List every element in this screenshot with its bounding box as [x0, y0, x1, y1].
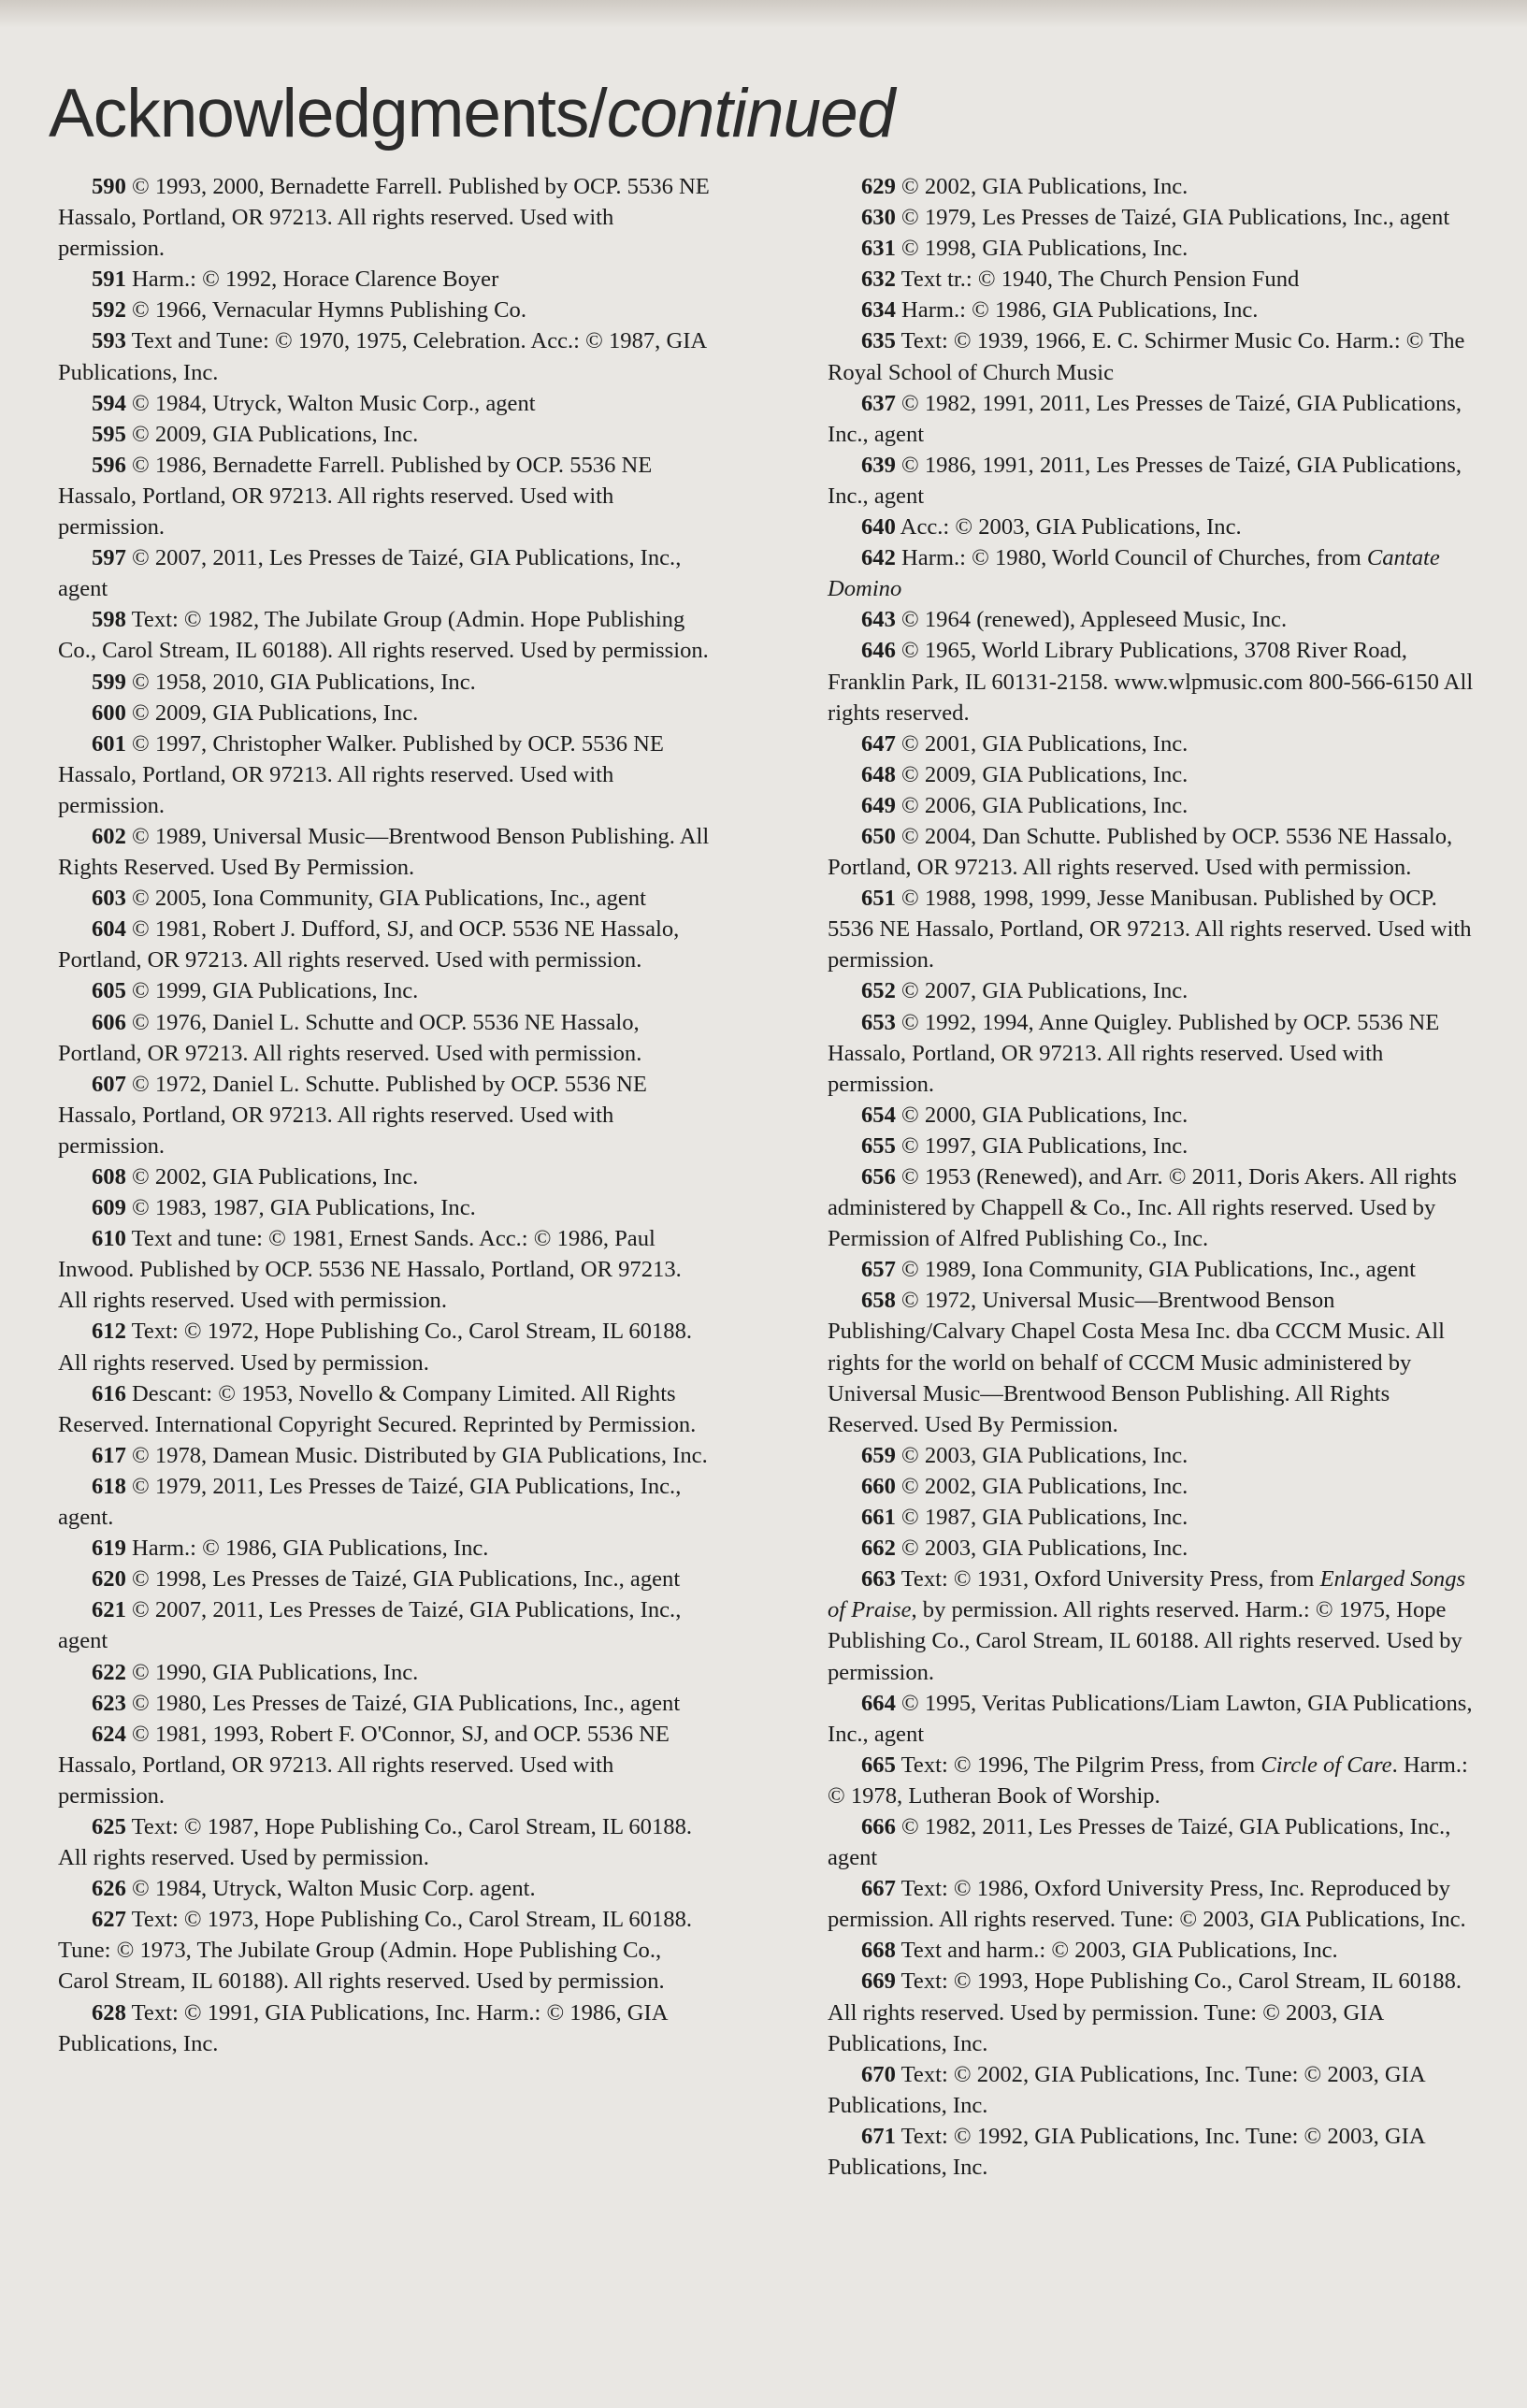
entry-text: © 2002, GIA Publications, Inc. [895, 174, 1188, 199]
entry-number: 643 [861, 607, 896, 633]
entry-text: Text and harm.: © 2003, GIA Publications, Inc. [895, 1938, 1338, 1964]
entry-text: © 1982, 1991, 2011, Les Presses de Taizé, GIA Publications, Inc., agent [828, 390, 1462, 447]
entry-text: © 1972, Daniel L. Schutte. Published by OCP. 5536 NE Hassalo, Portland, OR 97213. All rights reserved. Used with permission. [58, 1071, 647, 1159]
entry-text: © 1984, Utryck, Walton Music Corp., agent [125, 390, 536, 416]
acknowledgment-entry [58, 1533, 713, 1564]
acknowledgment-entry [58, 1192, 713, 1223]
entry-text: © 1964 (renewed), Appleseed Music, Inc. [895, 607, 1288, 633]
entry-text: © 1953 (Renewed), and Arr. © 2011, Doris Akers. All rights administered by Chappell & Co., Inc. All rights reserved. Used by Permission of Alfred Publishing Co., Inc. [828, 1164, 1457, 1252]
entry-number: 619 [92, 1536, 126, 1562]
acknowledgment-entry [828, 388, 1482, 450]
acknowledgment-entry [828, 512, 1482, 542]
acknowledgment-entry [58, 914, 713, 975]
entry-text: © 1965, World Library Publications, 3708 River Road, Franklin Park, IL 60131-2158. www.wlpmusic.com 800-566-6150 All rights reserved. [828, 638, 1474, 726]
entry-number: 610 [92, 1226, 126, 1252]
entry-text: © 2004, Dan Schutte. Published by OCP. 5536 NE Hassalo, Portland, OR 97213. All rights reserved. Used with permission. [828, 823, 1453, 881]
acknowledgment-entry [828, 2121, 1482, 2183]
entry-number: 637 [861, 390, 896, 416]
acknowledgment-entry [828, 1502, 1482, 1533]
entry-text: © 2003, GIA Publications, Inc. [895, 1442, 1188, 1468]
entry-number: 616 [92, 1380, 126, 1406]
entry-number: 590 [92, 174, 126, 199]
entry-text: © 1998, GIA Publications, Inc. [895, 236, 1188, 262]
acknowledgment-entry [828, 1966, 1482, 2058]
acknowledgment-entry [828, 325, 1482, 387]
entry-number: 602 [92, 823, 126, 849]
entry-number: 667 [861, 1876, 896, 1902]
entry-number: 658 [861, 1288, 896, 1314]
entry-text: Acc.: © 2003, GIA Publications, Inc. [895, 514, 1242, 541]
acknowledgment-entry [58, 1007, 713, 1069]
acknowledgment-entry [58, 1811, 713, 1873]
acknowledgment-entry [58, 388, 713, 419]
entry-number: 661 [861, 1505, 896, 1531]
entry-text: © 1987, GIA Publications, Inc. [895, 1505, 1188, 1531]
entry-text: © 2005, Iona Community, GIA Publications, Inc., agent [125, 886, 646, 912]
entry-number: 606 [92, 1009, 126, 1035]
page-title-main: Acknowledgments/ [49, 76, 607, 151]
acknowledgment-entry [58, 698, 713, 728]
entry-text: © 1988, 1998, 1999, Jesse Manibusan. Published by OCP. 5536 NE Hassalo, Portland, OR 97213. All rights reserved. Used with permission. [828, 886, 1472, 973]
acknowledgment-entry [58, 325, 713, 387]
entry-text: © 1966, Vernacular Hymns Publishing Co. [125, 297, 526, 324]
entry-text: © 1999, GIA Publications, Inc. [125, 978, 419, 1004]
entry-number: 623 [92, 1690, 126, 1716]
entry-text: © 1982, 2011, Les Presses de Taizé, GIA Publications, Inc., agent [828, 1813, 1451, 1871]
entry-number: 604 [92, 916, 126, 943]
entry-text: Text: © 1939, 1966, E. C. Schirmer Music Co. Harm.: © The Royal School of Church Music [828, 328, 1465, 385]
entry-number: 597 [92, 545, 126, 571]
acknowledgment-entry [828, 790, 1482, 821]
entry-number: 662 [861, 1536, 896, 1562]
entry-number: 659 [861, 1442, 896, 1468]
acknowledgment-entry [828, 975, 1482, 1006]
acknowledgment-entry [828, 1285, 1482, 1439]
entry-number: 608 [92, 1164, 126, 1190]
entry-text: © 1998, Les Presses de Taizé, GIA Publications, Inc., agent [125, 1566, 681, 1593]
entry-text: © 2009, GIA Publications, Inc. [125, 699, 419, 726]
acknowledgment-entry [58, 1564, 713, 1594]
acknowledgment-entry [828, 171, 1482, 202]
acknowledgment-entry [58, 1223, 713, 1316]
entry-number: 651 [861, 886, 896, 912]
entry-text: © 2002, GIA Publications, Inc. [895, 1473, 1188, 1499]
entry-number: 607 [92, 1071, 126, 1097]
entry-text: © 1979, 2011, Les Presses de Taizé, GIA Publications, Inc., agent. [58, 1473, 682, 1531]
entry-number: 663 [861, 1566, 896, 1593]
entry-number: 646 [861, 638, 896, 664]
entry-text: Text: © 1931, Oxford University Press, from [895, 1566, 1320, 1593]
entry-number: 654 [861, 1102, 896, 1128]
entry-text: © 1978, Damean Music. Distributed by GIA Publications, Inc. [125, 1442, 708, 1468]
page-title-continued: continued [606, 76, 895, 151]
entry-number: 601 [92, 730, 126, 757]
acknowledgment-entry [828, 1811, 1482, 1873]
entry-number: 632 [861, 267, 896, 293]
entry-number: 640 [861, 514, 896, 541]
entry-number: 600 [92, 699, 126, 726]
entry-text: © 1995, Veritas Publications/Liam Lawton, GIA Publications, Inc., agent [828, 1690, 1473, 1747]
acknowledgment-entry [828, 1007, 1482, 1100]
entry-text: © 1986, 1991, 2011, Les Presses de Taizé, GIA Publications, Inc., agent [828, 452, 1462, 509]
right-column [828, 171, 1482, 2183]
entry-text: Harm.: © 1980, World Council of Churches, from [895, 545, 1367, 571]
acknowledgment-entry [828, 1688, 1482, 1750]
entry-text: © 2009, GIA Publications, Inc. [895, 761, 1188, 787]
entry-text: © 2006, GIA Publications, Inc. [895, 792, 1188, 818]
acknowledgment-entry [828, 1873, 1482, 1935]
entry-text: © 1972, Universal Music—Brentwood Benson Publishing/Calvary Chapel Costa Mesa Inc. dba CCCM Music. All rights for the world on behalf of CCCM Music administered by Universal Music—Brentwood Benson Publishing. All Rights Reserved. Used By Permission. [828, 1288, 1445, 1437]
acknowledgment-entry [828, 295, 1482, 325]
acknowledgment-entry [58, 604, 713, 666]
entry-number: 620 [92, 1566, 126, 1593]
entry-number: 668 [861, 1938, 896, 1964]
acknowledgment-entry [828, 1750, 1482, 1811]
entry-number: 630 [861, 205, 896, 231]
entry-text: © 2000, GIA Publications, Inc. [895, 1102, 1188, 1128]
entry-text: © 2007, 2011, Les Presses de Taizé, GIA Publications, Inc., agent [58, 1597, 682, 1654]
acknowledgment-entry [58, 1316, 713, 1377]
entry-number: 625 [92, 1813, 126, 1839]
entry-text: © 1979, Les Presses de Taizé, GIA Publications, Inc., agent [895, 205, 1450, 231]
acknowledgment-entry [58, 1904, 713, 1997]
acknowledgment-entry [58, 1161, 713, 1192]
entry-text: Text: © 1987, Hope Publishing Co., Carol Stream, IL 60188. All rights reserved. Used by permission. [58, 1813, 693, 1871]
acknowledgment-entry [828, 1161, 1482, 1254]
entry-number: 639 [861, 452, 896, 478]
entry-number: 669 [861, 1968, 896, 1995]
entry-number: 635 [861, 328, 896, 354]
acknowledgment-entry [828, 1254, 1482, 1285]
acknowledgment-entry [58, 1440, 713, 1471]
entry-number: 594 [92, 390, 126, 416]
acknowledgment-entry [828, 1440, 1482, 1471]
entry-number: 609 [92, 1195, 126, 1221]
entry-text: Text: © 1972, Hope Publishing Co., Carol Stream, IL 60188. All rights reserved. Used by permission. [58, 1319, 693, 1376]
entry-text: © 1983, 1987, GIA Publications, Inc. [125, 1195, 476, 1221]
entry-number: 650 [861, 823, 896, 849]
acknowledgment-entry [58, 1873, 713, 1904]
acknowledgment-entry [58, 1378, 713, 1440]
acknowledgment-entry [58, 821, 713, 883]
entry-number: 603 [92, 886, 126, 912]
acknowledgment-entry [58, 295, 713, 325]
entry-text: © 1980, Les Presses de Taizé, GIA Publications, Inc., agent [125, 1690, 681, 1716]
entry-number: 649 [861, 792, 896, 818]
entry-text: © 2001, GIA Publications, Inc. [895, 730, 1188, 757]
acknowledgment-entry [828, 883, 1482, 975]
entry-number: 621 [92, 1597, 126, 1623]
entry-number: 670 [861, 2061, 896, 2087]
acknowledgment-entry [58, 1471, 713, 1533]
entry-number: 596 [92, 452, 126, 478]
entry-text: Text: © 1982, The Jubilate Group (Admin. Hope Publishing Co., Carol Stream, IL 60188). All rights reserved. Used by permission. [58, 607, 709, 664]
acknowledgment-entry [828, 635, 1482, 728]
acknowledgment-entry [828, 1564, 1482, 1687]
entry-text: © 1958, 2010, GIA Publications, Inc. [125, 669, 476, 695]
entry-text: © 2007, 2011, Les Presses de Taizé, GIA Publications, Inc., agent [58, 545, 682, 602]
entry-text: Descant: © 1953, Novello & Company Limited. All Rights Reserved. International Copyright Secured. Reprinted by Permission. [58, 1380, 697, 1437]
entry-text: Harm.: © 1986, GIA Publications, Inc. [895, 297, 1259, 324]
entry-text: © 1989, Universal Music—Brentwood Benson Publishing. All Rights Reserved. Used By Permission. [58, 823, 710, 881]
acknowledgment-entry [58, 883, 713, 914]
entry-number: 626 [92, 1876, 126, 1902]
entry-title-italic: Enlarged Songs of Praise [828, 1566, 1466, 1623]
entry-text: Text: © 1991, GIA Publications, Inc. Harm.: © 1986, GIA Publications, Inc. [58, 1999, 668, 2056]
acknowledgment-entry [828, 1131, 1482, 1161]
acknowledgment-entry [58, 542, 713, 604]
acknowledgment-entry [58, 1069, 713, 1161]
entry-number: 624 [92, 1721, 126, 1747]
acknowledgment-entry [828, 759, 1482, 790]
entry-text: © 2009, GIA Publications, Inc. [125, 421, 419, 447]
entry-text: Text: © 1986, Oxford University Press, Inc. Reproduced by permission. All rights reserved. Tune: © 2003, GIA Publications, Inc. [828, 1876, 1466, 1933]
top-edge-strip [0, 0, 1527, 28]
entry-text: © 1986, Bernadette Farrell. Published by OCP. 5536 NE Hassalo, Portland, OR 97213. All rights reserved. Used with permission. [58, 452, 653, 541]
entry-number: 605 [92, 978, 126, 1004]
entry-number: 612 [92, 1319, 126, 1345]
entry-text: © 1993, 2000, Bernadette Farrell. Published by OCP. 5536 NE Hassalo, Portland, OR 97213. All rights reserved. Used with permission. [58, 174, 710, 262]
entry-text-continued: . Harm.: © 1978, Lutheran Book of Worship. [828, 1752, 1468, 1809]
acknowledgment-entry [58, 171, 713, 264]
acknowledgment-entry [828, 1471, 1482, 1502]
entry-number: 634 [861, 297, 896, 324]
entry-text: © 1981, 1993, Robert F. O'Connor, SJ, and OCP. 5536 NE Hassalo, Portland, OR 97213. All rights reserved. Used with permission. [58, 1721, 670, 1809]
entry-number: 628 [92, 1999, 126, 2026]
acknowledgment-entry [828, 542, 1482, 604]
entry-text: © 1990, GIA Publications, Inc. [125, 1659, 419, 1685]
acknowledgment-entry [58, 667, 713, 698]
entry-text: © 1997, GIA Publications, Inc. [895, 1132, 1188, 1159]
entry-text: Harm.: © 1992, Horace Clarence Boyer [125, 267, 499, 293]
entry-text: © 1997, Christopher Walker. Published by OCP. 5536 NE Hassalo, Portland, OR 97213. All rights reserved. Used with permission. [58, 730, 664, 818]
acknowledgment-entry [58, 1719, 713, 1811]
entry-number: 666 [861, 1813, 896, 1839]
acknowledgment-entry [828, 1100, 1482, 1131]
entry-number: 631 [861, 236, 896, 262]
entry-number: 664 [861, 1690, 896, 1716]
entry-number: 653 [861, 1009, 896, 1035]
entry-number: 598 [92, 607, 126, 633]
left-column [58, 171, 713, 2059]
page-title [49, 73, 894, 155]
entry-number: 599 [92, 669, 126, 695]
entry-text: © 1984, Utryck, Walton Music Corp. agent. [125, 1876, 536, 1902]
entry-number: 627 [92, 1907, 126, 1933]
acknowledgment-entry [58, 1997, 713, 2059]
entry-text: Text: © 1973, Hope Publishing Co., Carol Stream, IL 60188. Tune: © 1973, The Jubilate Group (Admin. Hope Publishing Co., Carol Stream, IL 60188). All rights reserved. Used by permission. [58, 1907, 693, 1995]
entry-number: 595 [92, 421, 126, 447]
acknowledgment-entry [58, 419, 713, 450]
acknowledgment-entry [828, 202, 1482, 233]
entry-number: 657 [861, 1257, 896, 1283]
entry-number: 671 [861, 2123, 896, 2149]
entry-text: Text: © 2002, GIA Publications, Inc. Tune: © 2003, GIA Publications, Inc. [828, 2061, 1425, 2118]
entry-text: © 2007, GIA Publications, Inc. [895, 978, 1188, 1004]
entry-number: 592 [92, 297, 126, 324]
acknowledgment-entry [58, 728, 713, 821]
entry-number: 642 [861, 545, 896, 571]
entry-text: Harm.: © 1986, GIA Publications, Inc. [125, 1536, 489, 1562]
entry-title-italic: Circle of Care [1260, 1752, 1392, 1778]
entry-number: 593 [92, 328, 126, 354]
entry-number: 660 [861, 1473, 896, 1499]
entry-number: 656 [861, 1164, 896, 1190]
acknowledgment-entry [828, 264, 1482, 295]
entry-text: © 1976, Daniel L. Schutte and OCP. 5536 NE Hassalo, Portland, OR 97213. All rights reserved. Used with permission. [58, 1009, 642, 1066]
entry-title-italic: Cantate Domino [828, 545, 1440, 602]
entry-number: 647 [861, 730, 896, 757]
acknowledgment-entry [828, 821, 1482, 883]
acknowledgment-entry [828, 728, 1482, 759]
entry-text: © 2003, GIA Publications, Inc. [895, 1536, 1188, 1562]
acknowledgment-entry [58, 264, 713, 295]
entry-text: Text and tune: © 1981, Ernest Sands. Acc.: © 1986, Paul Inwood. Published by OCP. 5536 NE Hassalo, Portland, OR 97213. All rights reserved. Used with permission. [58, 1226, 682, 1314]
entry-number: 652 [861, 978, 896, 1004]
acknowledgment-entry [58, 1594, 713, 1656]
acknowledgment-entry [828, 1533, 1482, 1564]
entry-number: 655 [861, 1132, 896, 1159]
entry-text: © 1989, Iona Community, GIA Publications, Inc., agent [895, 1257, 1416, 1283]
entry-text: © 1992, 1994, Anne Quigley. Published by OCP. 5536 NE Hassalo, Portland, OR 97213. All rights reserved. Used with permission. [828, 1009, 1440, 1097]
entry-number: 622 [92, 1659, 126, 1685]
entry-number: 618 [92, 1473, 126, 1499]
acknowledgment-entry [828, 604, 1482, 635]
entry-text: © 2002, GIA Publications, Inc. [125, 1164, 419, 1190]
entry-text: Text and Tune: © 1970, 1975, Celebration. Acc.: © 1987, GIA Publications, Inc. [58, 328, 706, 385]
entry-text: Text: © 1996, The Pilgrim Press, from [895, 1752, 1261, 1778]
acknowledgment-entry [58, 975, 713, 1006]
acknowledgment-entry [828, 1935, 1482, 1966]
acknowledgment-entry [828, 450, 1482, 512]
acknowledgment-entry [58, 1657, 713, 1688]
acknowledgment-entry [58, 450, 713, 542]
entry-number: 591 [92, 267, 126, 293]
entry-number: 648 [861, 761, 896, 787]
entry-text: Text: © 1993, Hope Publishing Co., Carol Stream, IL 60188. All rights reserved. Used by permission. Tune: © 2003, GIA Publications, Inc. [828, 1968, 1462, 2056]
entry-text: Text tr.: © 1940, The Church Pension Fund [895, 267, 1300, 293]
entry-number: 617 [92, 1442, 126, 1468]
entry-number: 629 [861, 174, 896, 199]
entry-number: 665 [861, 1752, 896, 1778]
acknowledgment-entry [828, 2059, 1482, 2121]
acknowledgment-entry [828, 233, 1482, 264]
entry-text: © 1981, Robert J. Dufford, SJ, and OCP. 5536 NE Hassalo, Portland, OR 97213. All rights reserved. Used with permission. [58, 916, 680, 973]
acknowledgment-entry [58, 1688, 713, 1719]
entry-text: Text: © 1992, GIA Publications, Inc. Tune: © 2003, GIA Publications, Inc. [828, 2123, 1425, 2180]
entry-text-continued: , by permission. All rights reserved. Harm.: © 1975, Hope Publishing Co., Carol Stream, IL 60188. All rights reserved. Used by permission. [828, 1597, 1462, 1685]
